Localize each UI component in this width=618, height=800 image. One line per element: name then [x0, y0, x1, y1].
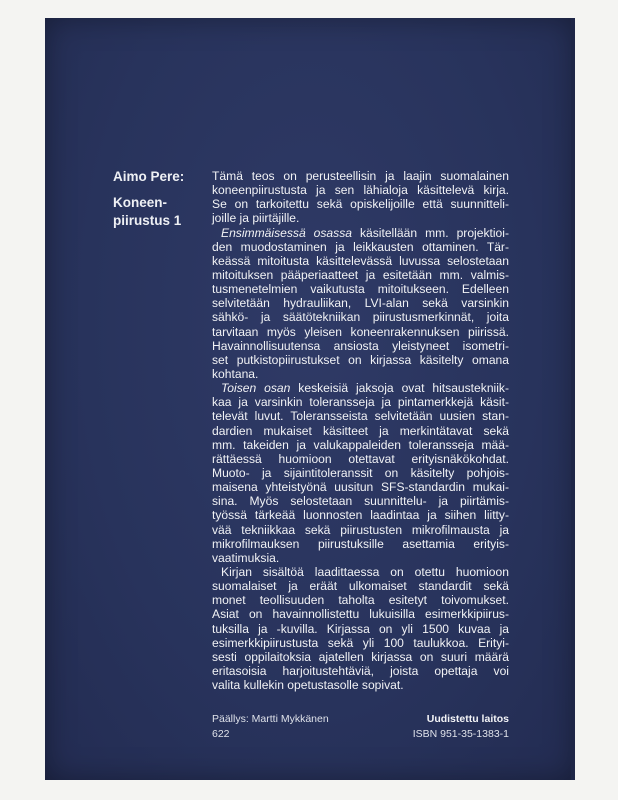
line-text: Muoto- ja sijaintitoleranssit on käsitelty pohjois-	[212, 465, 509, 480]
line-text: sähkö- ja säätötekniikan piirustusmerkinnät, joita	[212, 310, 509, 325]
text-line	[212, 607, 509, 621]
text-line	[212, 480, 509, 494]
text-line	[212, 579, 509, 593]
text-line	[212, 183, 509, 197]
text-line	[212, 466, 509, 480]
paragraph	[212, 226, 509, 382]
line-text: Havainnollisuutensa ansiosta yleistyneet isometri-	[212, 338, 509, 353]
text-line	[212, 438, 509, 452]
paragraph	[212, 565, 509, 692]
line-text: vää tekniikkaa sekä piirustusten mikrofilmausta ja	[212, 522, 509, 537]
text-line	[212, 494, 509, 508]
text-line	[212, 452, 509, 466]
text-line	[212, 367, 509, 381]
line-text: tuksilla ja -kuvilla. Kirjassa on yli 1500 kuvaa ja	[212, 621, 509, 636]
product-code: 622	[212, 728, 230, 740]
text-line	[212, 282, 509, 296]
line-text: koneenpiirustusta ja sen lähialoja käsittelevä kirja.	[212, 183, 509, 198]
text-line	[212, 381, 509, 395]
description-text	[212, 169, 509, 692]
text-line	[212, 523, 509, 537]
text-line	[212, 424, 509, 438]
line-text: mikrofilmauksen piirustuksille asettamia erityis-	[212, 536, 509, 551]
title-line: piirustus 1	[113, 213, 182, 228]
text-line	[212, 650, 509, 664]
text-line	[212, 310, 509, 324]
italic-lead: Toisen osan	[221, 381, 291, 396]
text-line	[212, 240, 509, 254]
text-line	[212, 678, 509, 692]
title-line: Koneen-	[113, 195, 167, 210]
line-text: Se on tarkoitettu sekä opiskelijoille että suunnitteli-	[212, 197, 509, 212]
line-text: Tämä teos on perusteellisin ja laajin suomalainen	[212, 169, 509, 183]
line-text: televät luvut. Toleransseista selvitetään uusien stan-	[212, 409, 509, 424]
text-line	[212, 226, 509, 240]
line-text: suomalaiset ja eräät ulkomaiset standardit sekä	[212, 579, 509, 594]
line-text: valita kullekin opetustasolle sopivat.	[212, 678, 404, 693]
line-text: dardien mukaiset käsitteet ja merkintätavat sekä	[212, 423, 509, 438]
text-line	[212, 296, 509, 310]
line-text: monet teollisuuden taholta esitetyt toivomukset.	[212, 593, 509, 608]
italic-lead: Ensimmäisessä osassa	[221, 225, 352, 240]
text-line	[212, 593, 509, 607]
text-line	[212, 395, 509, 409]
text-line	[212, 211, 509, 225]
line-text: käsitellään mm. projektioi-	[351, 225, 509, 240]
line-text: tusmenetelmien vaikutusta mitoitukseen. Edelleen	[212, 282, 509, 297]
text-line	[212, 551, 509, 565]
line-text: set putkistopiirustukset on kirjassa käsitelty omana	[212, 352, 509, 367]
line-text: kohtana.	[212, 366, 259, 381]
line-text: mm. takeiden ja valukappaleiden toleransseja mää-	[212, 437, 509, 452]
line-text: kaa ja varsinkin toleransseja ja pintamerkkejä käsit-	[212, 395, 509, 410]
footer-right	[413, 712, 509, 742]
author-name: Aimo Pere:	[113, 169, 185, 184]
line-text: eritasoisia harjoitustehtäviä, joista opettaja voi	[212, 663, 509, 678]
line-text: keässä mitoitusta käsittelevässä luvussa selostetaan	[212, 253, 509, 268]
line-text: sina. Myös selostetaan suunnittelu- ja piirtämis-	[212, 494, 509, 509]
text-line	[212, 353, 509, 367]
text-line	[212, 169, 509, 183]
text-line	[212, 636, 509, 650]
cover-credit: Päällys: Martti Mykkänen	[212, 713, 329, 725]
text-line	[212, 622, 509, 636]
book-back-cover	[45, 18, 575, 780]
isbn: ISBN 951-35-1383-1	[412, 728, 509, 740]
edition-label: Uudistettu laitos	[426, 713, 509, 725]
line-text: joille ja piirtäjille.	[212, 211, 300, 226]
text-line	[212, 565, 509, 579]
text-line	[212, 664, 509, 678]
paragraph	[212, 169, 509, 226]
line-text: tarvitaan myös yleisen koneenrakennuksen piirissä.	[212, 324, 509, 339]
line-text: rättäessä huomioon otettavat erityisnäkökohdat.	[212, 451, 509, 466]
book-title	[113, 194, 181, 230]
text-line	[212, 254, 509, 268]
text-line	[212, 339, 509, 353]
paragraph	[212, 381, 509, 565]
line-text: mitoituksen pääperiaatteet ja esitetään mm. valmis-	[212, 267, 509, 282]
footer-left	[212, 712, 329, 742]
line-text: sesti oppilaitoksia ajatellen kirjassa on suuri määrä	[212, 649, 509, 664]
line-text: vaatimuksia.	[212, 550, 280, 565]
text-line	[212, 508, 509, 522]
text-line	[212, 537, 509, 551]
line-text: keskeisiä jaksoja ovat hitsaustekniik-	[290, 381, 509, 396]
line-text: Kirjan sisältöä laadittaessa on otettu huomioon	[221, 564, 509, 579]
line-text: esimerkkipiirustusta sekä yli 100 taulukkoa. Erityi-	[212, 635, 509, 650]
text-line	[212, 325, 509, 339]
text-line	[212, 268, 509, 282]
line-text: maisena yhteistyönä uusitun SFS-standardin mukai-	[212, 480, 509, 495]
line-text: Asiat on havainnollistettu lukuisilla esimerkkipiirus-	[212, 607, 509, 622]
line-text: den muodostaminen ja leikkausten ottaminen. Tär-	[212, 239, 509, 254]
line-text: selvitetään hydrauliikan, LVI-alan sekä varsinkin	[212, 296, 509, 311]
text-line	[212, 197, 509, 211]
line-text: työssä tärkeää luonnosten laadintaa ja siihen liitty-	[212, 508, 509, 523]
text-line	[212, 409, 509, 423]
